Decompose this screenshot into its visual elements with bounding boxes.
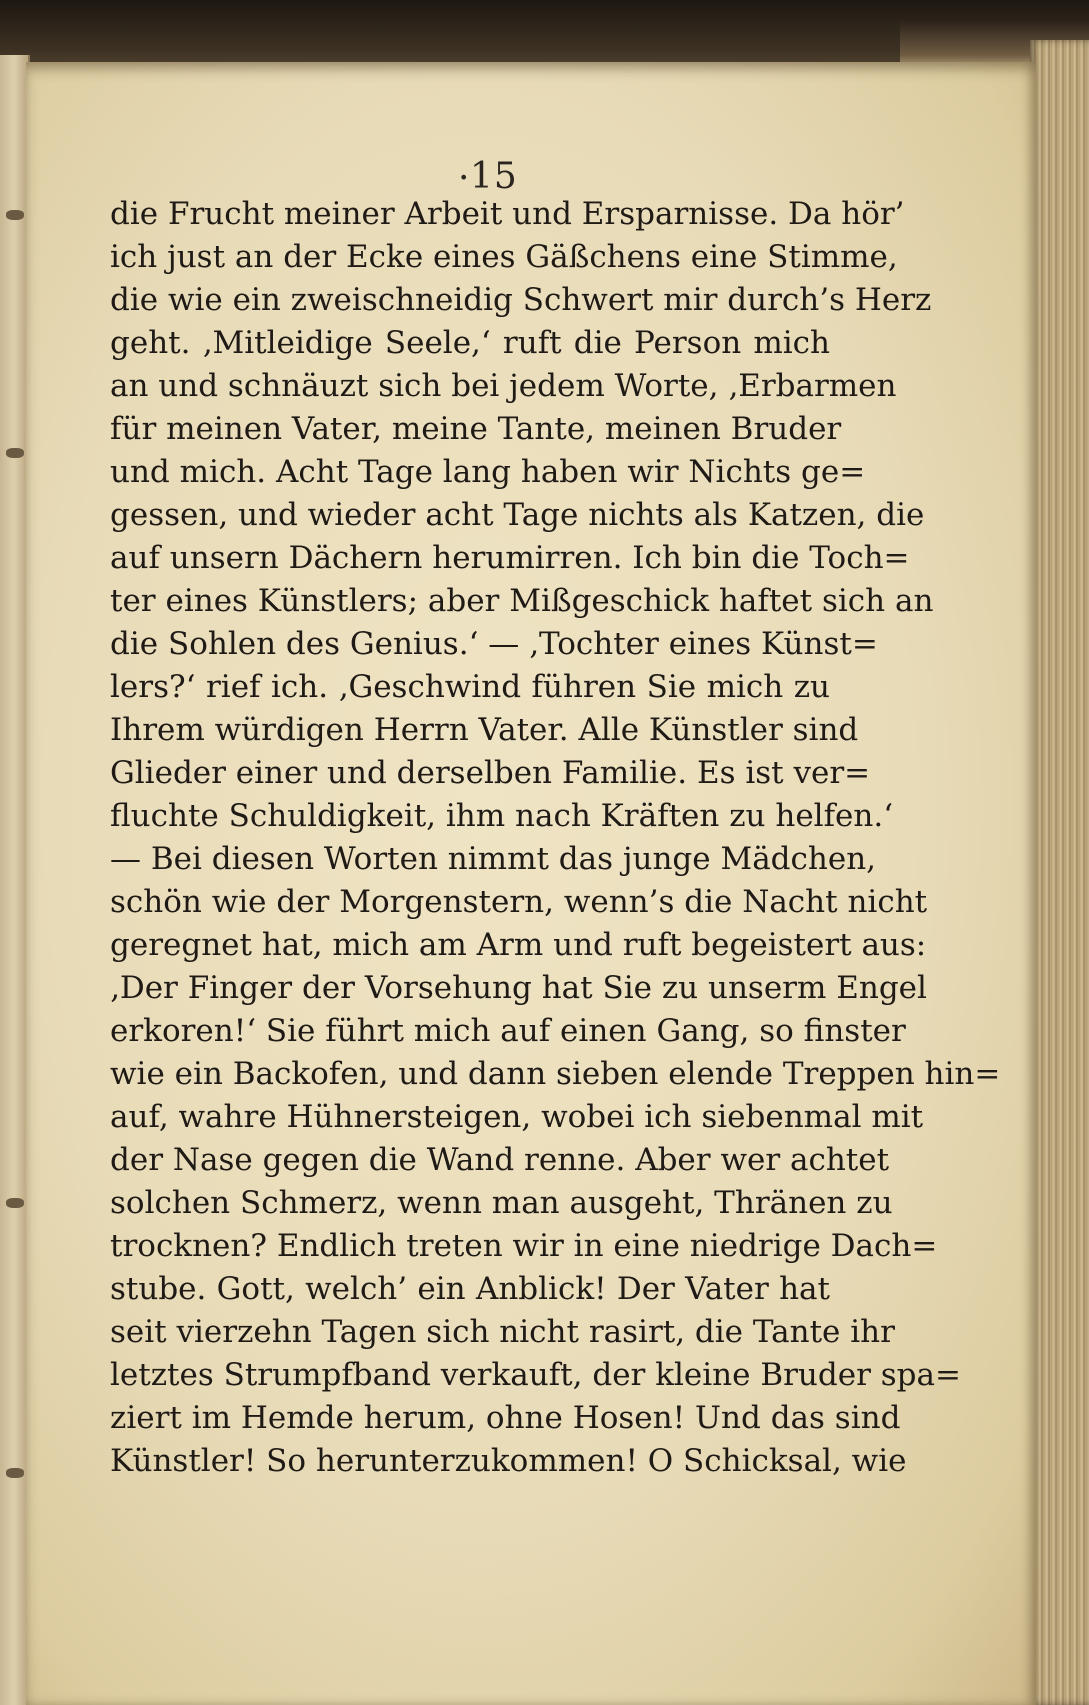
text-line: seit vierzehn Tagen sich nicht rasirt, die Tante ihr (110, 1314, 895, 1350)
text-line: für meinen Vater, meine Tante, meinen Bruder (110, 411, 842, 447)
text-line: trocknen? Endlich treten wir in eine niedrige Dach= (110, 1228, 938, 1264)
text-line: fluchte Schuldigkeit, ihm nach Kräften zu helfen.‘ (110, 798, 894, 834)
text-line: geregnet hat, mich am Arm und ruft begeistert aus: (110, 927, 927, 963)
text-line: solchen Schmerz, wenn man ausgeht, Thränen zu (110, 1185, 893, 1221)
text-line: die Frucht meiner Arbeit und Ersparnisse. Da hör’ (110, 196, 905, 232)
text-line: erkoren!‘ Sie führt mich auf einen Gang, so finster (110, 1013, 906, 1049)
page-number (458, 156, 550, 199)
text-line: die Sohlen des Genius.‘ — ‚Tochter eines Künst= (110, 626, 878, 662)
text-line: und mich. Acht Tage lang haben wir Nichts ge= (110, 454, 866, 490)
page-number-value: 15 (470, 156, 518, 197)
binding-mark (6, 448, 24, 458)
text-line: letztes Strumpfband verkauft, der kleine Bruder spa= (110, 1357, 961, 1393)
text-line: Ihrem würdigen Herrn Vater. Alle Künstler sind (110, 712, 859, 748)
text-line: — Bei diesen Worten nimmt das junge Mädchen, (110, 841, 877, 877)
text-line: ‚Der Finger der Vorsehung hat Sie zu unserm Engel (110, 970, 927, 1006)
binding-mark (6, 210, 24, 220)
text-line: die wie ein zweischneidig Schwert mir durch’s Herz (110, 282, 932, 318)
text-line: Künstler! So herunterzukommen! O Schicksal, wie (110, 1443, 907, 1479)
binding-mark (6, 1468, 24, 1478)
text-line: schön wie der Morgenstern, wenn’s die Nacht nicht (110, 884, 928, 920)
text-line: ziert im Hemde herum, ohne Hosen! Und das sind (110, 1400, 901, 1436)
text-line: der Nase gegen die Wand renne. Aber wer achtet (110, 1142, 890, 1178)
text-line: stube. Gott, welch’ ein Anblick! Der Vater hat (110, 1271, 830, 1307)
text-line: lers?‘ rief ich. ‚Geschwind führen Sie mich zu (110, 669, 830, 705)
page-number-dot: · (458, 158, 471, 199)
text-line: ich just an der Ecke eines Gäßchens eine Stimme, (110, 239, 898, 275)
text-line: auf unsern Dächern herumirren. Ich bin die Toch= (110, 540, 910, 576)
text-line: ter eines Künstlers; aber Mißgeschick haftet sich an (110, 583, 934, 619)
binding-mark (6, 1198, 24, 1208)
text-line: wie ein Backofen, und dann sieben elende Treppen hin= (110, 1056, 1001, 1092)
text-line: gessen, und wieder acht Tage nichts als Katzen, die (110, 497, 925, 533)
text-line: auf, wahre Hühnersteigen, wobei ich siebenmal mit (110, 1099, 924, 1135)
text-line: Glieder einer und derselben Familie. Es ist ver= (110, 755, 871, 791)
text-line: geht. ‚Mitleidige Seele,‘ ruft die Person mich (110, 325, 830, 361)
text-line: an und schnäuzt sich bei jedem Worte, ‚Erbarmen (110, 368, 897, 404)
page-edges (1030, 40, 1089, 1705)
